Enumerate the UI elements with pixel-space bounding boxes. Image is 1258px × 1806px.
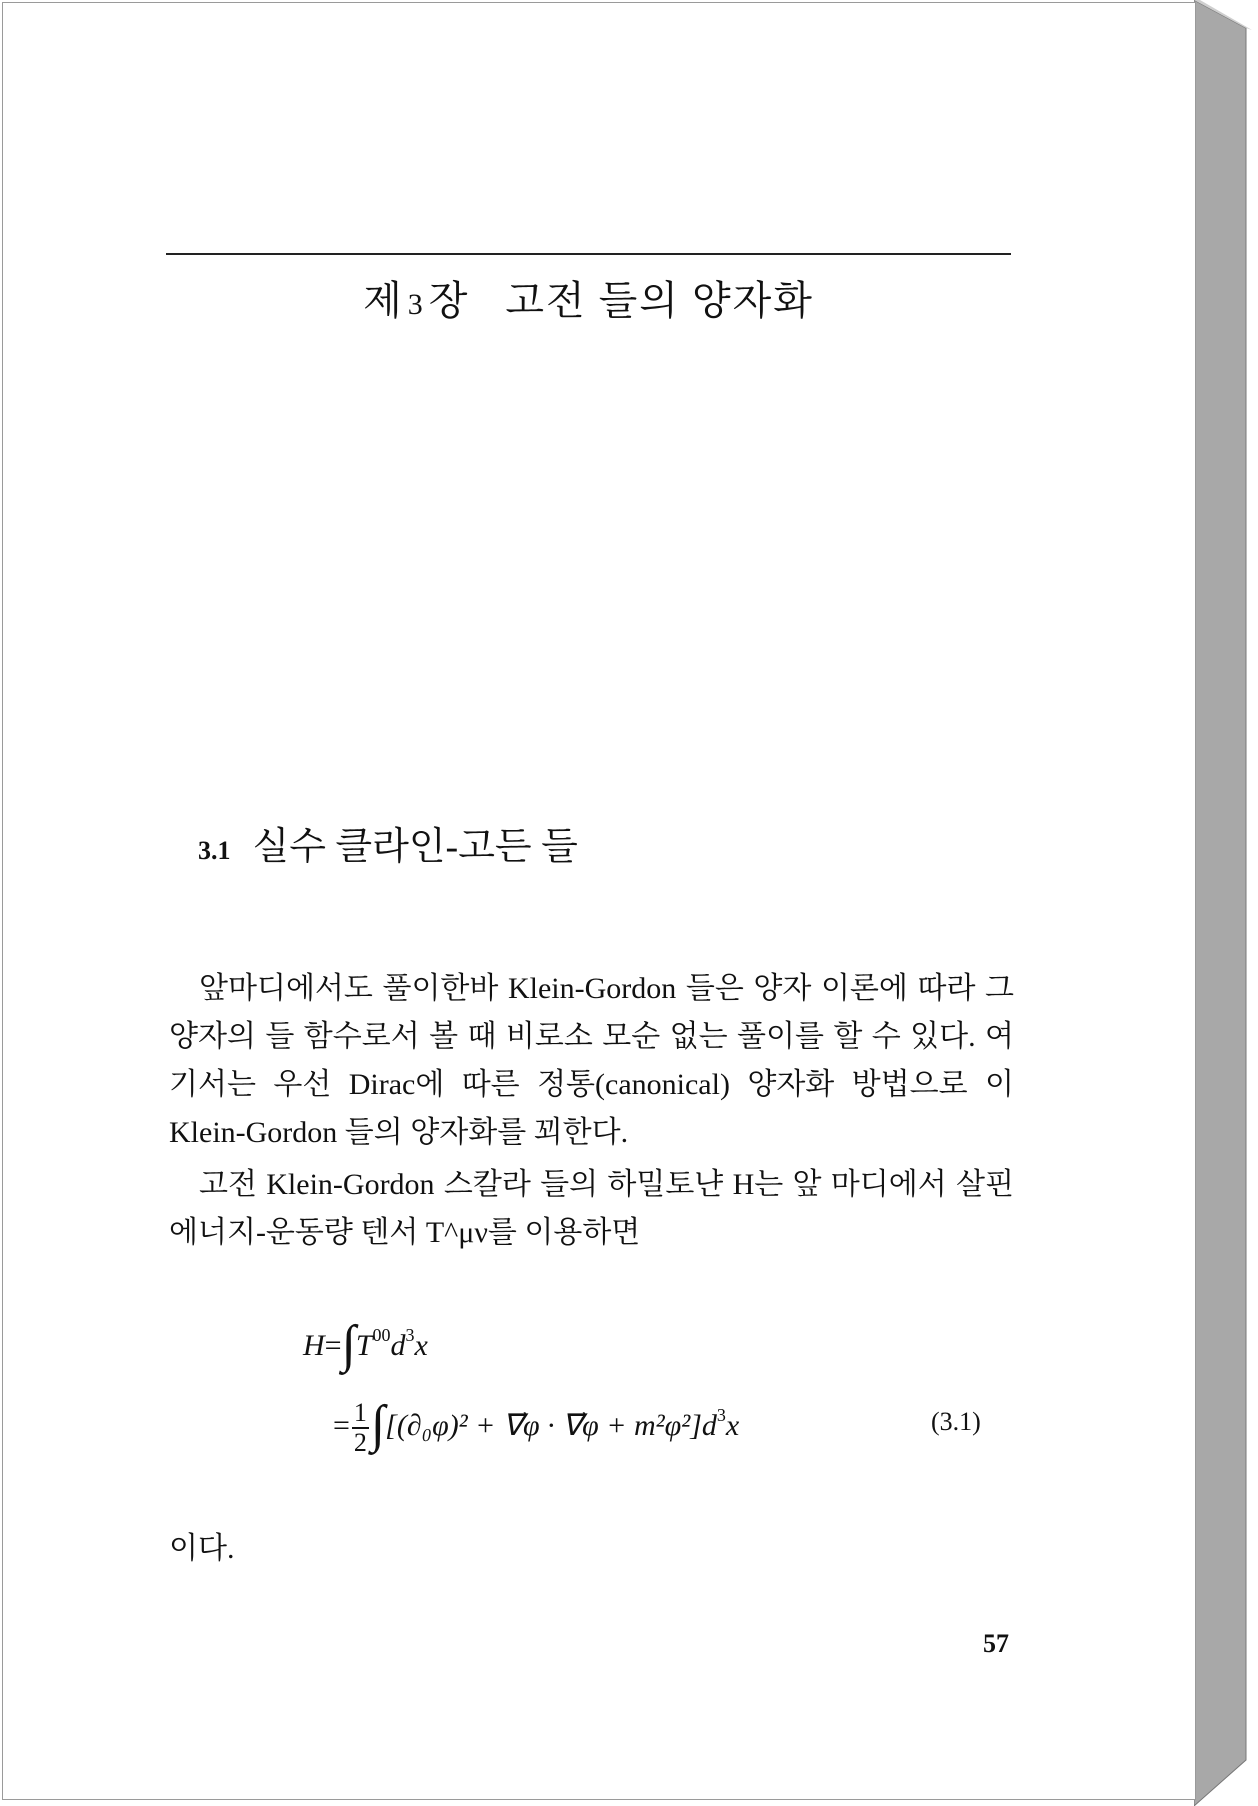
eq-T: T xyxy=(355,1329,373,1362)
paragraph-2-line: 고전 Klein-Gordon 스칼라 들의 하밀토냔 H는 앞 마디에서 살핀 xyxy=(199,1168,1014,1201)
frac-numerator: 1 xyxy=(353,1398,367,1428)
paragraph-1-line: Klein-Gordon 들의 양자화를 꾀한다. xyxy=(169,1116,629,1149)
chapter-rule xyxy=(166,253,1011,255)
chapter-title-text: 고전 들의 양자화 xyxy=(505,278,814,323)
integral-sign: ∫ xyxy=(370,1396,386,1453)
section-number: 3.1 xyxy=(198,836,231,865)
eq-d: d xyxy=(701,1409,717,1442)
eq-fraction xyxy=(352,1399,369,1457)
book-page xyxy=(2,2,1196,1800)
integral-sign: ∫ xyxy=(341,1316,356,1373)
eq-d: d xyxy=(390,1329,406,1362)
paragraph-1-line: 양자의 들 함수로서 볼 때 비로소 모순 없는 풀이를 할 수 있다. 여 xyxy=(169,1020,1014,1053)
paragraph-1-line: 앞마디에서도 풀이한바 Klein-Gordon 들은 양자 이론에 따라 그 xyxy=(199,972,1014,1005)
frac-denominator: 2 xyxy=(353,1428,367,1458)
chapter-suffix: 장 xyxy=(428,278,470,323)
page-number: 57 xyxy=(983,1629,1009,1658)
closing-text: 이다. xyxy=(169,1532,235,1565)
eq-x: x xyxy=(725,1409,740,1442)
eq-equals: = xyxy=(324,1329,342,1362)
page-edge-shadow xyxy=(1194,0,1252,1806)
eq-body: [(∂₀φ)² + ∇⃗φ · ∇⃗φ + m²φ²] xyxy=(385,1409,702,1442)
eq-d-sup: 3 xyxy=(716,1405,726,1425)
eq-d-sup: 3 xyxy=(405,1325,415,1345)
paragraph-1 xyxy=(169,965,1014,1157)
eq-x: x xyxy=(414,1329,428,1362)
section-title: 실수 클라인-고든 들 xyxy=(252,826,578,868)
section-heading xyxy=(198,815,578,870)
chapter-number: 3 xyxy=(407,288,425,321)
paragraph-2 xyxy=(169,1161,1014,1257)
chapter-prefix: 제 xyxy=(363,278,404,323)
paragraph-2-line: 에너지-운동량 텐서 T^μν를 이용하면 xyxy=(169,1216,641,1249)
equation-line-2 xyxy=(333,1389,739,1457)
equation-number: (3.1) xyxy=(931,1407,981,1436)
paragraph-1-line: 기서는 우선 Dirac에 따른 정통(canonical) 양자화 방법으로 이 xyxy=(169,1068,1014,1101)
eq-equals: = xyxy=(333,1409,350,1442)
chapter-title xyxy=(166,269,1011,326)
eq-T-sup: 00 xyxy=(372,1325,391,1345)
equation-line-1 xyxy=(303,1309,428,1373)
eq-H: H xyxy=(303,1329,325,1362)
